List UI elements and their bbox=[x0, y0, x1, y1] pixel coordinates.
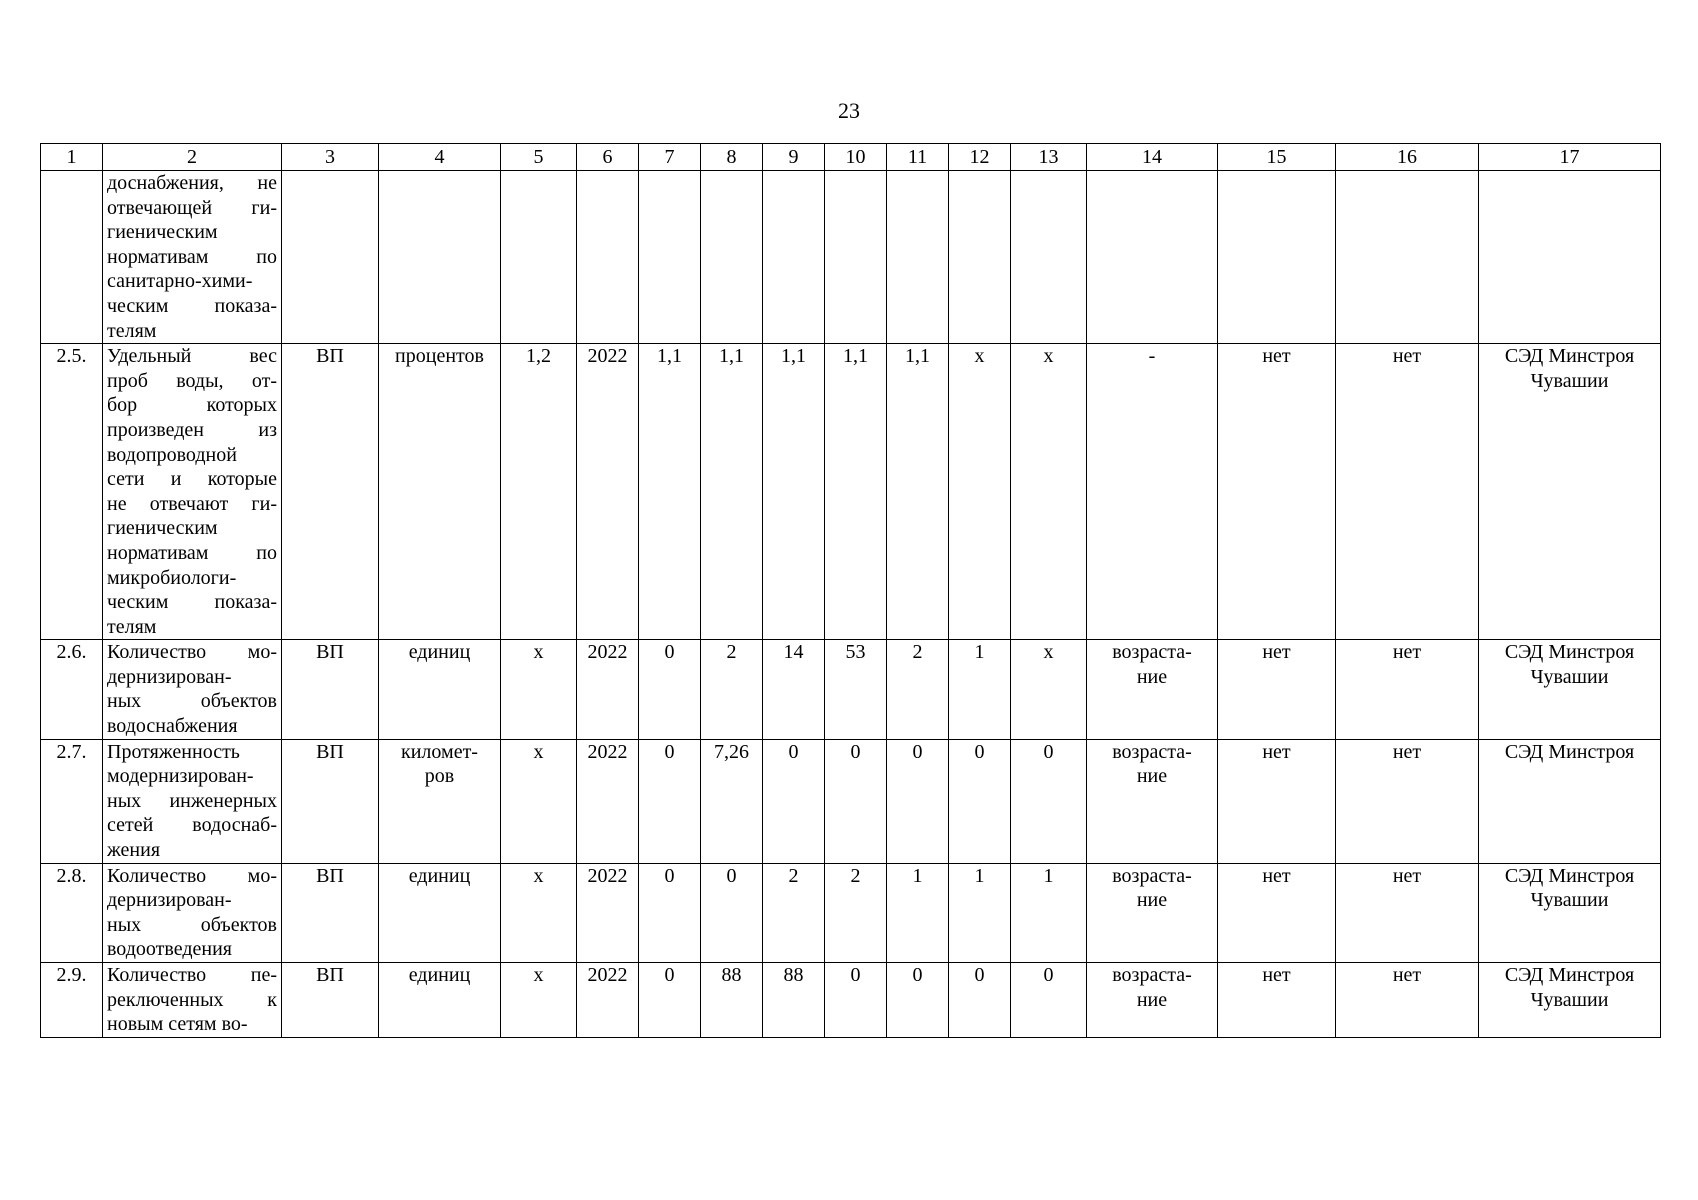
table-cell: 2 bbox=[763, 863, 825, 962]
table-cell: процентов bbox=[379, 344, 501, 640]
table-cell bbox=[1011, 171, 1087, 344]
column-header: 1 bbox=[41, 144, 103, 171]
indicator-name-line: Количество пе- bbox=[107, 964, 277, 986]
table-row bbox=[41, 344, 1661, 640]
column-header: 2 bbox=[103, 144, 282, 171]
table-cell: 2022 bbox=[577, 963, 639, 1038]
row-number-cell: 2.6. bbox=[41, 640, 103, 739]
column-header: 9 bbox=[763, 144, 825, 171]
row-number-cell: 2.8. bbox=[41, 863, 103, 962]
indicator-name-line: сетей водоснаб- bbox=[107, 814, 277, 837]
indicator-name-cell bbox=[103, 344, 282, 640]
cell-line: СЭД Минстроя bbox=[1504, 864, 1635, 887]
indicator-name-cell bbox=[103, 640, 282, 739]
table-cell: 0 bbox=[763, 739, 825, 863]
cell-line: ров bbox=[424, 765, 455, 788]
table-cell: 0 bbox=[949, 963, 1011, 1038]
table-cell: нет bbox=[1218, 344, 1336, 640]
table-cell: нет bbox=[1336, 640, 1479, 739]
cell-line: возраста- bbox=[1112, 641, 1192, 664]
indicator-name-cell bbox=[103, 863, 282, 962]
table-cell: единиц bbox=[379, 640, 501, 739]
indicator-name-line: ных объектов bbox=[107, 690, 277, 713]
table-cell bbox=[1479, 344, 1661, 640]
table-cell: 1 bbox=[949, 863, 1011, 962]
table-cell: 0 bbox=[639, 963, 701, 1038]
indicator-name-line: произведен из bbox=[107, 418, 277, 441]
indicator-name-line: санитарно-хими- bbox=[107, 270, 253, 293]
table-cell: СЭД Минстроя bbox=[1479, 739, 1661, 863]
cell-line: километ- bbox=[401, 740, 478, 763]
table-cell: 2022 bbox=[577, 863, 639, 962]
cell-line: Чувашии bbox=[1530, 988, 1609, 1011]
indicator-name-line: ных объектов bbox=[107, 913, 277, 936]
indicator-name-line: водоснабжения bbox=[107, 715, 238, 738]
indicator-name-line: модернизирован- bbox=[107, 765, 254, 788]
table-cell bbox=[577, 171, 639, 344]
table-cell bbox=[639, 171, 701, 344]
table-cell: 1,1 bbox=[701, 344, 763, 640]
indicator-name-line: ческим показа- bbox=[107, 591, 277, 614]
table-cell bbox=[1087, 171, 1218, 344]
table-cell: 2022 bbox=[577, 640, 639, 739]
cell-line: ние bbox=[1136, 765, 1168, 788]
indicator-name-line: водоотведения bbox=[107, 938, 232, 961]
indicator-name-line: водопроводной bbox=[107, 443, 237, 466]
indicator-name-line: Удельный вес bbox=[107, 345, 277, 368]
table-cell bbox=[1087, 739, 1218, 863]
table-cell bbox=[1087, 640, 1218, 739]
table-cell: 1 bbox=[1011, 863, 1087, 962]
table-row bbox=[41, 171, 1661, 344]
table-cell: 0 bbox=[639, 863, 701, 962]
table-cell: 7,26 bbox=[701, 739, 763, 863]
table-cell: 1 bbox=[887, 863, 949, 962]
table-cell bbox=[379, 171, 501, 344]
cell-line: ние bbox=[1136, 988, 1168, 1011]
table-cell bbox=[763, 171, 825, 344]
table-cell: 0 bbox=[887, 739, 949, 863]
table-cell bbox=[1479, 963, 1661, 1038]
indicator-name-line: гиеническим bbox=[107, 221, 218, 244]
indicator-name-cell bbox=[103, 739, 282, 863]
row-number-cell: 2.9. bbox=[41, 963, 103, 1038]
indicator-name-line: телям bbox=[107, 319, 157, 342]
indicator-name-cell bbox=[103, 171, 282, 344]
column-header: 11 bbox=[887, 144, 949, 171]
table-cell: 14 bbox=[763, 640, 825, 739]
indicator-name-line: жения bbox=[107, 839, 161, 862]
table-cell: нет bbox=[1218, 863, 1336, 962]
indicator-name-line: дернизирован- bbox=[107, 665, 232, 688]
cell-line: СЭД Минстроя bbox=[1504, 964, 1635, 986]
table-cell: х bbox=[1011, 344, 1087, 640]
table-cell: нет bbox=[1218, 963, 1336, 1038]
table-cell: нет bbox=[1336, 963, 1479, 1038]
table-cell: единиц bbox=[379, 963, 501, 1038]
indicator-name-line: гиеническим bbox=[107, 517, 218, 540]
row-number-cell: 2.7. bbox=[41, 739, 103, 863]
table-cell: 0 bbox=[701, 863, 763, 962]
indicator-name-line: не отвечают ги- bbox=[107, 492, 277, 515]
indicator-name-line: нормативам по bbox=[107, 541, 277, 564]
indicator-name-line: реключенных к bbox=[107, 988, 277, 1011]
indicator-name-line: доснабжения, не bbox=[107, 172, 277, 194]
table-cell: 0 bbox=[825, 963, 887, 1038]
table-cell: нет bbox=[1218, 640, 1336, 739]
table-cell: х bbox=[501, 963, 577, 1038]
indicator-name-line: микробиологи- bbox=[107, 566, 237, 589]
column-header: 17 bbox=[1479, 144, 1661, 171]
table-cell: х bbox=[1011, 640, 1087, 739]
indicator-name-line: Количество мо- bbox=[107, 864, 277, 887]
table-cell bbox=[1218, 171, 1336, 344]
table-cell: 0 bbox=[639, 739, 701, 863]
indicator-name-line: отвечающей ги- bbox=[107, 196, 277, 219]
table-cell: 53 bbox=[825, 640, 887, 739]
table-cell: х bbox=[949, 344, 1011, 640]
table-cell bbox=[1336, 171, 1479, 344]
table-cell: 0 bbox=[639, 640, 701, 739]
column-header: 14 bbox=[1087, 144, 1218, 171]
table-cell: ВП bbox=[282, 863, 379, 962]
indicator-name-line: нормативам по bbox=[107, 245, 277, 268]
table-cell: 2 bbox=[825, 863, 887, 962]
column-header: 15 bbox=[1218, 144, 1336, 171]
table-cell bbox=[501, 171, 577, 344]
cell-line: СЭД Минстроя bbox=[1504, 641, 1635, 664]
table-cell: 2 bbox=[887, 640, 949, 739]
table-cell: нет bbox=[1336, 739, 1479, 863]
indicators-table bbox=[40, 143, 1661, 1038]
table-cell: 0 bbox=[949, 739, 1011, 863]
column-header: 10 bbox=[825, 144, 887, 171]
table-cell: - bbox=[1087, 344, 1218, 640]
table-cell bbox=[1087, 863, 1218, 962]
table-cell: 0 bbox=[825, 739, 887, 863]
indicator-name-line: Количество мо- bbox=[107, 641, 277, 664]
table-cell: 0 bbox=[1011, 963, 1087, 1038]
table-cell bbox=[1479, 863, 1661, 962]
column-header: 4 bbox=[379, 144, 501, 171]
cell-line: ние bbox=[1136, 665, 1168, 688]
table-cell bbox=[1479, 640, 1661, 739]
table-cell bbox=[701, 171, 763, 344]
table-cell: х bbox=[501, 863, 577, 962]
table-cell: 88 bbox=[763, 963, 825, 1038]
cell-line: возраста- bbox=[1112, 864, 1192, 887]
column-header: 16 bbox=[1336, 144, 1479, 171]
table-row bbox=[41, 739, 1661, 863]
indicator-name-line: новым сетям во- bbox=[107, 1013, 248, 1036]
table-row bbox=[41, 963, 1661, 1038]
table-cell: х bbox=[501, 739, 577, 863]
indicator-name-line: дернизирован- bbox=[107, 889, 232, 912]
table-cell: 1 bbox=[949, 640, 1011, 739]
cell-line: Чувашии bbox=[1530, 889, 1609, 912]
column-header: 12 bbox=[949, 144, 1011, 171]
table-cell: ВП bbox=[282, 640, 379, 739]
table-row bbox=[41, 640, 1661, 739]
table-cell: ВП bbox=[282, 344, 379, 640]
table-cell: 0 bbox=[1011, 739, 1087, 863]
table-cell bbox=[379, 739, 501, 863]
column-header: 13 bbox=[1011, 144, 1087, 171]
cell-line: Чувашии bbox=[1530, 665, 1609, 688]
column-header: 3 bbox=[282, 144, 379, 171]
indicator-name-line: бор которых bbox=[107, 394, 277, 417]
indicator-name-line: Протяженность bbox=[107, 740, 240, 763]
table-cell: ВП bbox=[282, 739, 379, 863]
table-cell: 1,1 bbox=[825, 344, 887, 640]
table-cell bbox=[949, 171, 1011, 344]
table-cell bbox=[825, 171, 887, 344]
table-cell: нет bbox=[1218, 739, 1336, 863]
table-row bbox=[41, 863, 1661, 962]
cell-line: СЭД Минстроя bbox=[1504, 345, 1635, 368]
table-cell: 2022 bbox=[577, 344, 639, 640]
table-cell: нет bbox=[1336, 344, 1479, 640]
table-cell: 88 bbox=[701, 963, 763, 1038]
table-cell bbox=[1479, 171, 1661, 344]
indicator-name-cell bbox=[103, 963, 282, 1038]
row-number-cell: 2.5. bbox=[41, 344, 103, 640]
table-cell: ВП bbox=[282, 963, 379, 1038]
cell-line: возраста- bbox=[1112, 964, 1192, 986]
column-header: 5 bbox=[501, 144, 577, 171]
table-cell: нет bbox=[1336, 863, 1479, 962]
indicator-name-line: сети и которые bbox=[107, 468, 277, 491]
table-cell: 1,2 bbox=[501, 344, 577, 640]
table-cell: 2 bbox=[701, 640, 763, 739]
table-cell bbox=[1087, 963, 1218, 1038]
indicator-name-line: ческим показа- bbox=[107, 294, 277, 317]
table-cell: 1,1 bbox=[639, 344, 701, 640]
table-cell: 1,1 bbox=[887, 344, 949, 640]
cell-line: ние bbox=[1136, 889, 1168, 912]
table-cell: 2022 bbox=[577, 739, 639, 863]
row-number-cell bbox=[41, 171, 103, 344]
page-number: 23 bbox=[838, 98, 860, 123]
table-cell: 1,1 bbox=[763, 344, 825, 640]
column-header: 8 bbox=[701, 144, 763, 171]
table-cell bbox=[887, 171, 949, 344]
table-cell: х bbox=[501, 640, 577, 739]
cell-line: возраста- bbox=[1112, 740, 1192, 763]
table-cell: 0 bbox=[887, 963, 949, 1038]
indicator-name-line: ных инженерных bbox=[107, 789, 277, 812]
table-header-row bbox=[41, 144, 1661, 171]
indicator-name-line: телям bbox=[107, 615, 157, 638]
column-header: 7 bbox=[639, 144, 701, 171]
table-cell bbox=[282, 171, 379, 344]
column-header: 6 bbox=[577, 144, 639, 171]
indicator-name-line: проб воды, от- bbox=[107, 369, 277, 392]
table-cell: единиц bbox=[379, 863, 501, 962]
cell-line: Чувашии bbox=[1530, 369, 1609, 392]
